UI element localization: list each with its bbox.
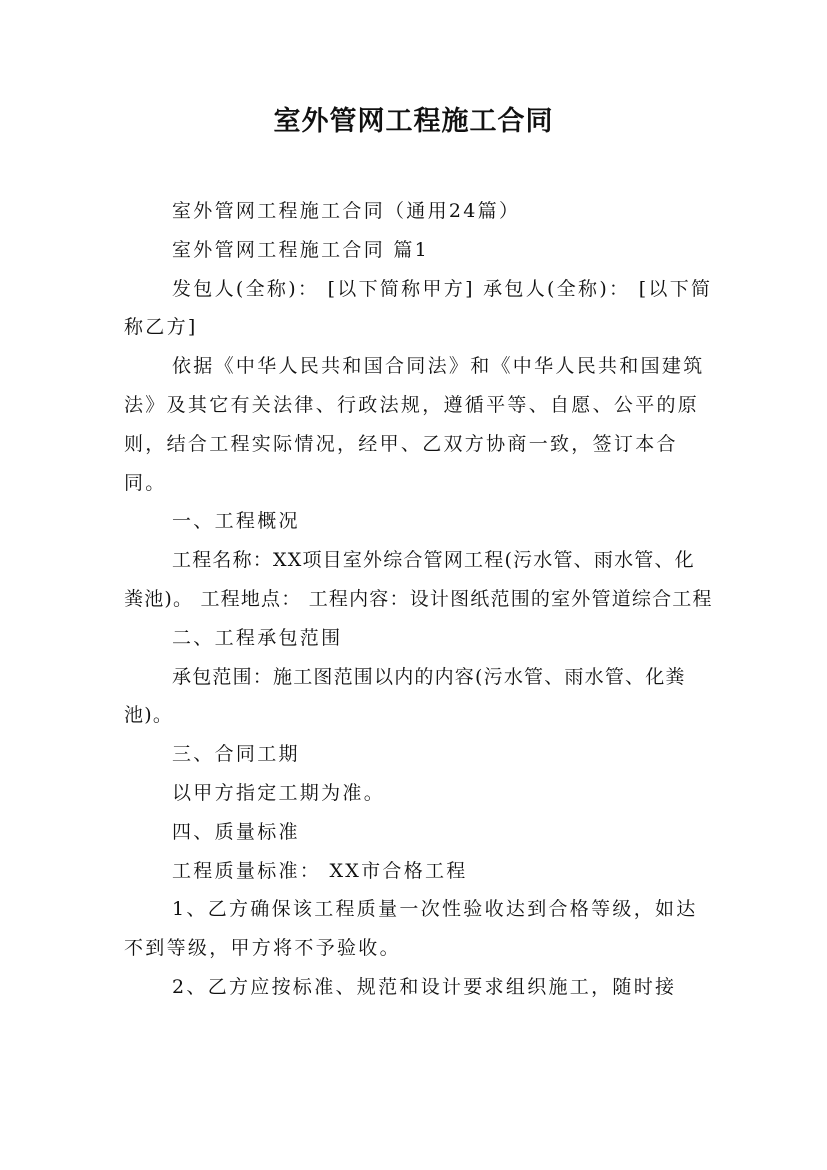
paragraph-quality-clause-1: 1、乙方确保该工程质量一次性验收达到合格等级，如达不到等级，甲方将不予验收。 <box>124 898 698 960</box>
section-heading-contract-scope: 二、工程承包范围 <box>172 626 343 649</box>
paragraph-contract-scope: 承包范围：施工图范围以内的内容(污水管、雨水管、化粪池)。 <box>124 665 686 727</box>
section-heading-contract-period: 三、合同工期 <box>172 743 300 766</box>
paragraph-quality-clause-2: 2、乙方应按标准、规范和设计要求组织施工，随时接 <box>172 975 677 998</box>
paragraph-legal-basis: 依据《中华人民共和国合同法》和《中华人民共和国建筑法》及其它有关法律、行政法规，遵循平等、自愿、公平的原则，结合工程实际情况，经甲、乙双方协商一致，签订本合同。 <box>124 355 705 494</box>
paragraph-quality-standard: 工程质量标准： XX市合格工程 <box>172 859 468 882</box>
paragraph-parties: 发包人(全称)： [以下简称甲方] 承包人(全称)： [以下简称乙方] <box>124 277 713 339</box>
paragraph-subtitle: 室外管网工程施工合同（通用24篇） <box>172 200 521 222</box>
document-body <box>124 192 714 1007</box>
paragraph-article-heading: 室外管网工程施工合同 篇1 <box>172 238 430 261</box>
paragraph-contract-period: 以甲方指定工期为准。 <box>172 781 386 804</box>
document-title: 室外管网工程施工合同 <box>273 106 554 137</box>
section-heading-quality-standard: 四、质量标准 <box>172 820 300 843</box>
paragraph-project-details: 工程名称：XX项目室外综合管网工程(污水管、雨水管、化粪池)。 工程地点： 工程内容：设计图纸范围的室外管道综合工程 <box>124 549 713 610</box>
section-heading-project-overview: 一、工程概况 <box>172 510 300 533</box>
